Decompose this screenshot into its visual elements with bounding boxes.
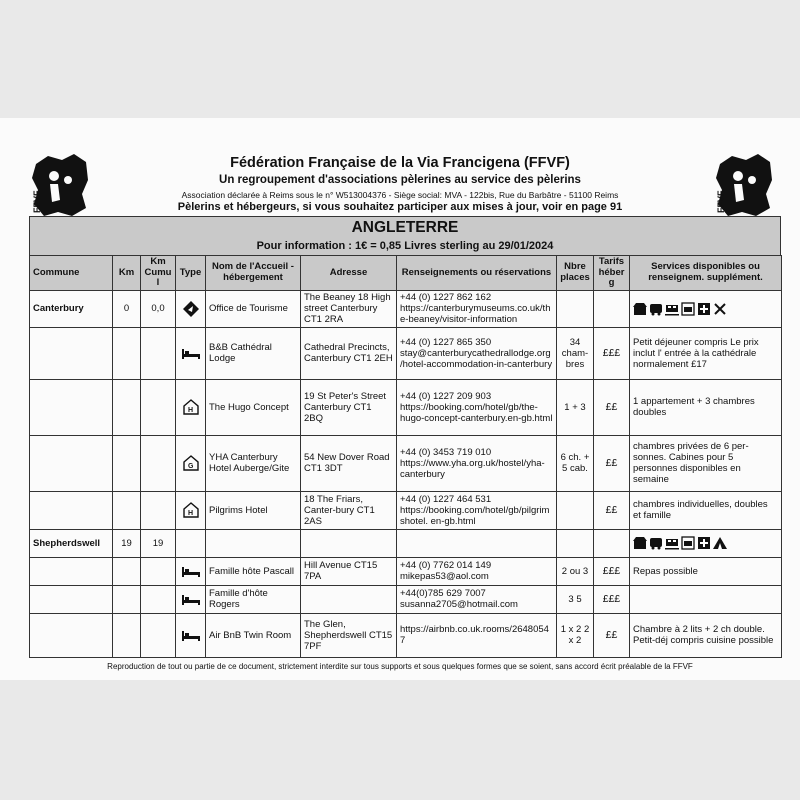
col-header-adresse: Adresse	[301, 256, 397, 291]
bed-icon	[182, 593, 200, 605]
update-note: Pèlerins et hébergeurs, si vous souhaitez participer aux mises à jour, voir en page 91	[177, 201, 623, 213]
cell-km-cumul	[141, 491, 176, 529]
table-row	[30, 585, 782, 613]
col-header-tarifs: Tarifs héberg	[594, 256, 630, 291]
cell-services	[630, 290, 782, 327]
cell-type	[176, 613, 206, 657]
hotel-icon	[183, 399, 199, 415]
table-row	[30, 529, 782, 557]
cell-tarifs: ££	[594, 613, 630, 657]
cell-places: 3 5	[557, 585, 594, 613]
atm-icon	[681, 536, 695, 550]
cell-places	[557, 491, 594, 529]
cell-adresse: The Glen, Shepherdswell CT15 7PF	[301, 613, 397, 657]
cell-services: Petit déjeuner compris Le prix inclut l' entrée à la cathédrale normalement £17	[630, 327, 782, 379]
cell-renseignements	[397, 529, 557, 557]
cell-km	[113, 327, 141, 379]
cell-adresse: The Beaney 18 High street Canterbury CT1 2RA	[301, 290, 397, 327]
cell-places: 6 ch. + 5 cab.	[557, 435, 594, 491]
train-icon	[665, 302, 679, 316]
section-title: ANGLETERRE	[29, 216, 781, 237]
cell-places	[557, 529, 594, 557]
cell-adresse: Hill Avenue CT15 7PA	[301, 557, 397, 585]
col-header-places: Nbre places	[557, 256, 594, 291]
cell-tarifs: ££	[594, 491, 630, 529]
cell-commune: Canterbury	[30, 290, 113, 327]
hotel-icon	[183, 502, 199, 518]
col-header-km-cumul: Km Cumul	[141, 256, 176, 291]
cell-tarifs	[594, 290, 630, 327]
cell-tarifs: ££	[594, 435, 630, 491]
cell-km-cumul	[141, 613, 176, 657]
cell-adresse: 19 St Peter's Street Canterbury CT1 2BQ	[301, 379, 397, 435]
cell-adresse	[301, 529, 397, 557]
cell-commune	[30, 327, 113, 379]
cell-adresse: 54 New Dover Road CT1 3DT	[301, 435, 397, 491]
col-header-nom: Nom de l'Accueil - hébergement	[206, 256, 301, 291]
cell-renseignements: +44 (0) 1227 209 903 https://booking.com/hotel/gb/the-hugo-concept-canterbury.en-gb.html	[397, 379, 557, 435]
shop-icon	[633, 302, 647, 316]
cell-km-cumul	[141, 557, 176, 585]
cell-services	[630, 529, 782, 557]
accommodation-table	[29, 255, 782, 658]
cell-commune: Shepherdswell	[30, 529, 113, 557]
cell-adresse: 18 The Friars, Canter-bury CT1 2AS	[301, 491, 397, 529]
cell-type	[176, 327, 206, 379]
cell-places	[557, 290, 594, 327]
train-icon	[665, 536, 679, 550]
cell-km-cumul: 19	[141, 529, 176, 557]
cell-services: Chambre à 2 lits + 2 ch double. Petit-déj compris cuisine possible	[630, 613, 782, 657]
cell-commune	[30, 435, 113, 491]
cell-type	[176, 290, 206, 327]
gite-icon	[183, 455, 199, 471]
cell-tarifs: £££	[594, 327, 630, 379]
association-registration: Association déclarée à Reims sous le n° W513004376 - Siège social: MVA - 122bis, Rue du Barbâtre - 51100 Reims	[181, 190, 619, 200]
pharmacy-icon	[697, 536, 711, 550]
table-row	[30, 435, 782, 491]
camping-icon	[713, 536, 727, 550]
federation-title: Fédération Française de la Via Francigena (FFVF)	[230, 155, 570, 171]
table-row	[30, 290, 782, 327]
bed-icon	[182, 565, 200, 577]
table-row	[30, 491, 782, 529]
svg-text:FFVF: FFVF	[32, 190, 42, 213]
cell-nom: B&B Cathédral Lodge	[206, 327, 301, 379]
cell-type	[176, 585, 206, 613]
cell-nom: Pilgrims Hotel	[206, 491, 301, 529]
cell-commune	[30, 379, 113, 435]
table-row	[30, 557, 782, 585]
cell-km-cumul	[141, 327, 176, 379]
cell-renseignements: +44 (0) 1227 862 162 https://canterburymuseums.co.uk/the-beaney/visitor-information	[397, 290, 557, 327]
cell-services: chambres individuelles, doubles et famille	[630, 491, 782, 529]
cell-km-cumul	[141, 379, 176, 435]
cell-km	[113, 557, 141, 585]
exchange-rate-note: Pour information : 1€ = 0,85 Livres sterling au 29/01/2024	[29, 237, 781, 255]
cell-renseignements: +44 (0) 1227 865 350 stay@canterburycathedrallodge.org/hotel-accommodation-in-canterbury	[397, 327, 557, 379]
table-header-row	[30, 256, 782, 291]
tourist-office-icon	[182, 300, 200, 318]
cell-type	[176, 529, 206, 557]
cell-nom: Office de Tourisme	[206, 290, 301, 327]
table-row	[30, 379, 782, 435]
bus-icon	[649, 302, 663, 316]
cell-km	[113, 613, 141, 657]
federation-subtitle: Un regroupement d'associations pèlerines au service des pèlerins	[219, 174, 581, 186]
col-header-renseignements: Renseignements ou réservations	[397, 256, 557, 291]
cell-commune	[30, 585, 113, 613]
cell-nom: Famille hôte Pascall	[206, 557, 301, 585]
cell-nom: The Hugo Concept	[206, 379, 301, 435]
cell-services	[630, 585, 782, 613]
cell-commune	[30, 557, 113, 585]
cell-type	[176, 491, 206, 529]
cell-renseignements: +44 (0) 1227 464 531 https://booking.com/hotel/gb/pilgrimshotel. en-gb.html	[397, 491, 557, 529]
cell-tarifs: £££	[594, 585, 630, 613]
table-row	[30, 327, 782, 379]
bed-icon	[182, 629, 200, 641]
cell-km	[113, 491, 141, 529]
cell-km-cumul	[141, 585, 176, 613]
cell-km-cumul	[141, 435, 176, 491]
cell-nom: Famille d'hôte Rogers	[206, 585, 301, 613]
atm-icon	[681, 302, 695, 316]
svg-text:H: H	[187, 510, 193, 517]
cell-renseignements: +44 (0) 3453 719 010 https://www.yha.org.uk/hostel/yha-canterbury	[397, 435, 557, 491]
cell-nom: YHA Canterbury Hotel Auberge/Gite	[206, 435, 301, 491]
cell-renseignements: https://airbnb.co.uk.rooms/26480547	[397, 613, 557, 657]
cell-tarifs	[594, 529, 630, 557]
cell-adresse	[301, 585, 397, 613]
table-row	[30, 613, 782, 657]
svg-text:G: G	[187, 463, 193, 470]
cell-places: 1 + 3	[557, 379, 594, 435]
cell-adresse: Cathedral Precincts, Canterbury CT1 2EH	[301, 327, 397, 379]
cell-places: 1 x 2 2 x 2	[557, 613, 594, 657]
cell-places: 2 ou 3	[557, 557, 594, 585]
cell-km-cumul: 0,0	[141, 290, 176, 327]
col-header-commune: Commune	[30, 256, 113, 291]
svg-text:H: H	[187, 407, 193, 414]
cell-places: 34 cham-bres	[557, 327, 594, 379]
col-header-services: Services disponibles ou renseignem. supplément.	[630, 256, 782, 291]
cell-km: 19	[113, 529, 141, 557]
cell-renseignements: +44 (0) 7762 014 149 mikepas53@aol.com	[397, 557, 557, 585]
cell-type	[176, 379, 206, 435]
cell-km: 0	[113, 290, 141, 327]
cell-commune	[30, 491, 113, 529]
cell-services: Repas possible	[630, 557, 782, 585]
cell-services: chambres privées de 6 per-sonnes. Cabines pour 5 personnes disponibles en semaine	[630, 435, 782, 491]
restaurant-icon	[713, 302, 727, 316]
col-header-km: Km	[113, 256, 141, 291]
cell-services: 1 appartement + 3 chambres doubles	[630, 379, 782, 435]
cell-type	[176, 435, 206, 491]
cell-renseignements: +44(0)785 629 7007 susanna2705@hotmail.com	[397, 585, 557, 613]
cell-km	[113, 585, 141, 613]
cell-tarifs: ££	[594, 379, 630, 435]
svg-text:FFVF: FFVF	[716, 190, 726, 213]
copyright-footer: Reproduction de tout ou partie de ce document, strictement interdite sur tous supports et sous quelques formes que se soient, sans accord écrit préalable de la FFVF	[107, 662, 693, 671]
shop-icon	[633, 536, 647, 550]
cell-km	[113, 379, 141, 435]
cell-type	[176, 557, 206, 585]
col-header-type: Type	[176, 256, 206, 291]
cell-commune	[30, 613, 113, 657]
pharmacy-icon	[697, 302, 711, 316]
bed-icon	[182, 347, 200, 359]
cell-nom: Air BnB Twin Room	[206, 613, 301, 657]
cell-km	[113, 435, 141, 491]
cell-nom	[206, 529, 301, 557]
bus-icon	[649, 536, 663, 550]
cell-tarifs: £££	[594, 557, 630, 585]
